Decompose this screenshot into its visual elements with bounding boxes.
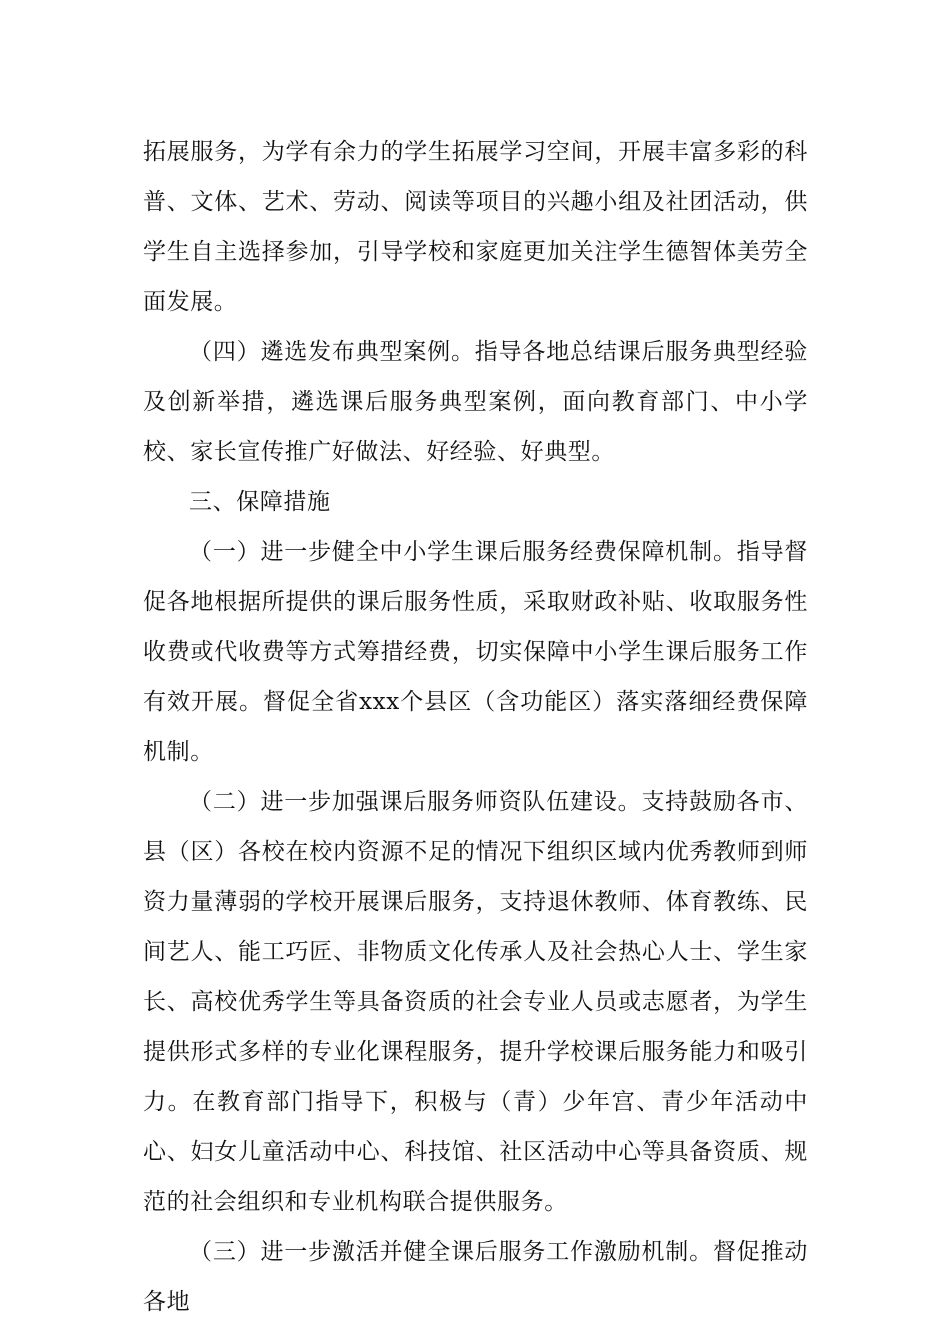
paragraph-teachers: （二）进一步加强课后服务师资队伍建设。支持鼓励各市、县（区）各校在校内资源不足的情况下组织区域内优秀教师到师资力量薄弱的学校开展课后服务，支持退休教师、体育教练、民间艺人、能工巧匠、非物质文化传承人及社会热心人士、学生家长、高校优秀学生等具备资质的社会专业人员或志愿者，为学生提供形式多样的专业化课程服务，提升学校课后服务能力和吸引力。在教育部门指导下，积极与（青）少年宫、青少年活动中心、妇女儿童活动中心、科技馆、社区活动中心等具备资质、规范的社会组织和专业机构联合提供服务。 [143, 789, 808, 1215]
paragraph-continuation: 拓展服务，为学有余力的学生拓展学习空间，开展丰富多彩的科普、文体、艺术、劳动、阅读等项目的兴趣小组及社团活动，供学生自主选择参加，引导学校和家庭更加关注学生德智体美劳全面发展。 [143, 139, 808, 315]
paragraph-funding: （一）进一步健全中小学生课后服务经费保障机制。指导督促各地根据所提供的课后服务性质，采取财政补贴、收取服务性收费或代收费等方式筹措经费，切实保障中小学生课后服务工作有效开展。督促全省xxx个县区（含功能区）落实落细经费保障机制。 [143, 539, 808, 765]
document-body [143, 127, 808, 1327]
paragraph-section-4: （四）遴选发布典型案例。指导各地总结课后服务典型经验及创新举措，遴选课后服务典型案例，面向教育部门、中小学校、家长宣传推广好做法、好经验、好典型。 [143, 339, 808, 465]
section-heading-safeguards: 三、保障措施 [189, 489, 331, 515]
paragraph-incentives: （三）进一步激活并健全课后服务工作激励机制。督促推动各地 [143, 1239, 808, 1315]
